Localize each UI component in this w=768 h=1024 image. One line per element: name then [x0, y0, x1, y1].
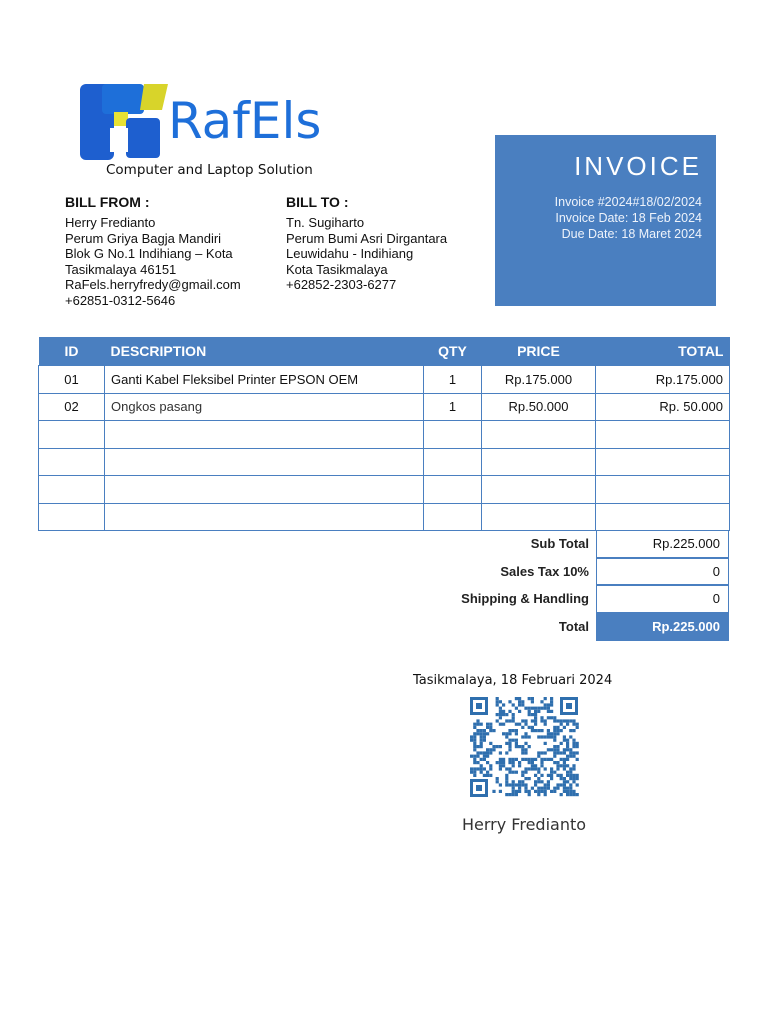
items-table: [38, 337, 730, 531]
invoice-due-date: Due Date: 18 Maret 2024: [561, 227, 702, 241]
cell-price: [482, 476, 596, 504]
header-id: ID: [39, 337, 105, 366]
cell-qty: 1: [424, 393, 482, 421]
brand-tagline: Computer and Laptop Solution: [106, 162, 313, 178]
total-value: Rp.225.000: [596, 613, 729, 641]
bill-to-heading: BILL TO :: [286, 194, 349, 210]
qr-code-icon: [469, 696, 579, 798]
subtotal-label: Sub Total: [530, 536, 589, 551]
invoice-title: INVOICE: [574, 151, 702, 181]
bill-to-block: [286, 194, 447, 293]
bill-from-heading: BILL FROM :: [65, 194, 150, 210]
bill-from-email: RaFels.herryfredy@gmail.com: [65, 277, 241, 292]
company-logo: [78, 82, 368, 182]
cell-qty: [424, 448, 482, 476]
table-row: [39, 366, 730, 394]
cell-id: 02: [39, 393, 105, 421]
table-row: [39, 393, 730, 421]
cell-price: [482, 421, 596, 449]
header-description: DESCRIPTION: [105, 337, 424, 366]
cell-qty: [424, 421, 482, 449]
bill-to-name: Tn. Sugiharto: [286, 215, 365, 230]
subtotal-row: [38, 530, 730, 558]
bill-to-address-1: Perum Bumi Asri Dirgantara: [286, 230, 448, 246]
header-qty: QTY: [424, 337, 482, 366]
cell-qty: 1: [424, 366, 482, 394]
cell-description: Ganti Kabel Fleksibel Printer EPSON OEM: [105, 366, 424, 394]
cell-total: Rp.175.000: [596, 366, 730, 394]
table-row: [39, 503, 730, 531]
total-row: [38, 613, 730, 641]
bill-to-phone: +62852-2303-6277: [286, 277, 397, 292]
cell-total: Rp. 50.000: [596, 393, 730, 421]
place-date: Tasikmalaya, 18 Februari 2024: [413, 673, 613, 688]
bill-from-address-1: Perum Griya Bagja Mandiri: [65, 230, 222, 246]
cell-price: Rp.50.000: [482, 393, 596, 421]
cell-id: [39, 421, 105, 449]
bill-from-address-3: Tasikmalaya 46151: [65, 261, 177, 277]
cell-qty: [424, 503, 482, 531]
summary-block: [38, 530, 730, 641]
sales-tax-row: [38, 558, 730, 586]
cell-total: [596, 503, 730, 531]
cell-price: Rp.175.000: [482, 366, 596, 394]
table-row: [39, 476, 730, 504]
cell-price: [482, 448, 596, 476]
cell-total: [596, 448, 730, 476]
cell-description: [105, 421, 424, 449]
header-price: PRICE: [482, 337, 596, 366]
sales-tax-label: Sales Tax 10%: [500, 563, 589, 579]
cell-description: Ongkos pasang: [105, 393, 424, 421]
cell-description: [105, 503, 424, 531]
shipping-row: [38, 585, 730, 613]
subtotal-value: Rp.225.000: [596, 530, 729, 558]
cell-id: [39, 503, 105, 531]
table-row: [39, 448, 730, 476]
bill-from-block: [65, 194, 241, 308]
invoice-date: Invoice Date: 18 Feb 2024: [555, 211, 702, 225]
cell-description: [105, 476, 424, 504]
cell-id: [39, 448, 105, 476]
cell-description: [105, 448, 424, 476]
total-label: Total: [558, 619, 589, 635]
invoice-meta: [555, 194, 702, 242]
cell-id: [39, 476, 105, 504]
table-header-row: [39, 337, 730, 366]
bill-to-address-2: Leuwidahu - Indihiang: [286, 246, 414, 261]
sales-tax-value: 0: [596, 558, 729, 586]
cell-id: 01: [39, 366, 105, 394]
bill-to-address-3: Kota Tasikmalaya: [286, 261, 388, 277]
signer-name: Herry Fredianto: [462, 815, 587, 834]
header-total: TOTAL: [596, 337, 730, 366]
logo-mark-icon: [78, 82, 168, 162]
cell-total: [596, 476, 730, 504]
bill-from-name: Herry Fredianto: [65, 215, 156, 230]
cell-total: [596, 421, 730, 449]
shipping-value: 0: [596, 585, 729, 613]
invoice-header-box: [495, 135, 716, 306]
bill-from-phone: +62851-0312-5646: [65, 292, 176, 308]
bill-from-address-2: Blok G No.1 Indihiang – Kota: [65, 246, 233, 261]
table-row: [39, 421, 730, 449]
brand-name: RafEls: [168, 92, 322, 150]
cell-price: [482, 503, 596, 531]
invoice-number: Invoice #2024#18/02/2024: [554, 195, 702, 209]
shipping-label: Shipping & Handling: [461, 591, 589, 607]
cell-qty: [424, 476, 482, 504]
